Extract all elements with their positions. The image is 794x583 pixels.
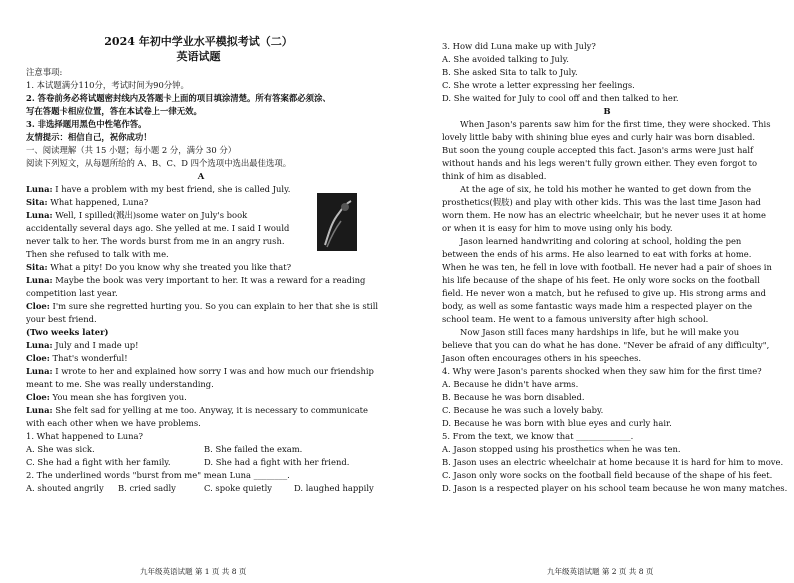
dialogue-line: What happened, Luna? <box>50 197 149 207</box>
dialogue-line: with each other when we have problems. <box>26 418 201 428</box>
option-c[interactable]: C. She had a fight with her family. <box>26 457 171 467</box>
page-footer: 九年级英语试题 第 1 页 共 8 页 <box>140 567 247 576</box>
exam-title: 2024 年初中学业水平模拟考试（二） <box>104 35 293 48</box>
option-d[interactable]: D. Jason is a respected player on his school team because he won many matches. <box>442 483 788 493</box>
time-marker: (Two weeks later) <box>26 327 109 337</box>
speaker: Sita: <box>26 262 48 272</box>
option-a[interactable]: A. shouted angrily <box>26 483 104 493</box>
option-c[interactable]: C. spoke quietly <box>204 483 272 493</box>
dialogue-line: I'm sure she regretted hurting you. So you can explain to her that she is still <box>52 301 379 311</box>
question-2: 2. The underlined words "burst from me" mean Luna ________. <box>26 470 290 480</box>
option-d[interactable]: D. She waited for July to cool off and then talked to her. <box>442 93 679 103</box>
option-d[interactable]: D. She had a fight with her friend. <box>204 457 350 467</box>
option-a[interactable]: A. She avoided talking to July. <box>442 54 569 64</box>
dialogue-line: competition last year. <box>26 288 118 298</box>
speaker: Luna: <box>26 210 53 220</box>
speaker: Cloe: <box>26 392 50 402</box>
option-a[interactable]: A. She was sick. <box>26 444 95 454</box>
question-4: 4. Why were Jason's parents shocked when they saw him for the first time? <box>442 366 762 376</box>
notes-title: 注意事项: <box>26 67 63 77</box>
option-a[interactable]: A. Because he didn't have arms. <box>442 379 579 389</box>
note-item: 写在答题卡相应位置，答在本试卷上一律无效。 <box>26 106 202 116</box>
exam-subtitle: 英语试题 <box>176 50 221 63</box>
dialogue-line: That's wonderful! <box>52 353 128 363</box>
dialogue-line: Then she refused to talk with me. <box>26 249 169 259</box>
passage-paragraph: Jason learned handwriting and coloring at school, holding the pen between the ends of his arms. He also learned to eat with forks at home. When he was ten, he fell in love with football. He never had a pair of shoes in his life because of the shape of his feet. He only wore socks on the football field. He never won a match, but he refused to give up. His strong arms and body, as well as some fantastic ways made him a respected player on the school team. He went to a famous university after high school. <box>442 236 772 324</box>
option-d[interactable]: D. laughed happily <box>294 483 374 493</box>
dialogue-line: never talk to her. The words burst from me in an angry rush. <box>26 236 285 246</box>
dialogue-line: What a pity! Do you know why she treated you like that? <box>50 262 292 272</box>
option-c[interactable]: C. Jason only wore socks on the football field because of the shape of his feet. <box>442 470 773 480</box>
speaker: Luna: <box>26 405 53 415</box>
note-item: 3. 非选择题用黑色中性笔作答。 <box>26 119 147 129</box>
note-item: 1. 本试题满分110分，考试时间为90分钟。 <box>26 80 189 90</box>
dialogue-line: Well, I spilled(溅出)some water on July's book <box>55 210 248 220</box>
option-c[interactable]: C. Because he was such a lovely baby. <box>442 405 604 415</box>
passage-paragraph: Now Jason still faces many hardships in life, but he will make you believe that you can do what he has done. "Never be afraid of any difficulty", Jason often encourages others in his speeches. <box>442 327 770 363</box>
section-heading: 一、阅读理解（共 15 小题；每小题 2 分，满分 30 分） <box>26 145 237 155</box>
dialogue-line: accidentally several days ago. She yelled at me. I said I would <box>26 223 290 233</box>
passage-b-label: B <box>603 106 611 116</box>
option-b[interactable]: B. She failed the exam. <box>204 444 303 454</box>
question-1: 1. What happened to Luna? <box>26 431 144 441</box>
option-b[interactable]: B. Because he was born disabled. <box>442 392 585 402</box>
dialogue-line: meant to me. She was really understanding. <box>26 379 214 389</box>
passage-paragraph: At the age of six, he told his mother he wanted to get down from the prosthetics(假肢) and play with other kids. This was the last time Jason had worn them. He now has an electric wheelchair, but he never uses it at home or when it is easy for him to move using only his body. <box>442 184 767 233</box>
speaker: Cloe: <box>26 301 50 311</box>
instruction: 阅读下列短文，从每题所给的 A、B、C、D 四个选项中选出最佳选项。 <box>26 158 292 168</box>
option-b[interactable]: B. Jason uses an electric wheelchair at home because it is hard for him to move. <box>442 457 784 467</box>
speaker: Sita: <box>26 197 48 207</box>
note-item: 2. 答卷前务必将试题密封线内及答题卡上面的项目填涂清楚。所有答案都必须涂、 <box>26 93 331 103</box>
option-b[interactable]: B. cried sadly <box>118 483 176 493</box>
speaker: Luna: <box>26 275 53 285</box>
speaker: Luna: <box>26 184 53 194</box>
passage-paragraph: When Jason's parents saw him for the first time, they were shocked. This lovely little baby with shining blue eyes and curly hair was born disabled. But soon the young couple accepted this fact. Jason's arms were just half without hands and his legs weren't fully grown either. They even forgot to think of him as disabled. <box>442 119 771 181</box>
dialogue-line: I wrote to her and explained how sorry I was and how much our friendship <box>55 366 374 376</box>
option-b[interactable]: B. She asked Sita to talk to July. <box>442 67 578 77</box>
speaker: Cloe: <box>26 353 50 363</box>
option-d[interactable]: D. Because he was born with blue eyes and curly hair. <box>442 418 672 428</box>
option-a[interactable]: A. Jason stopped using his prosthetics when he was ten. <box>442 444 681 454</box>
right-column <box>397 0 794 583</box>
question-3: 3. How did Luna make up with July? <box>442 41 596 51</box>
dialogue-line: She felt sad for yelling at me too. Anyway, it is necessary to communicate <box>55 405 369 415</box>
dialogue-line: Maybe the book was very important to her. It was a reward for a reading <box>55 275 366 285</box>
dialogue-line: July and I made up! <box>55 340 139 350</box>
passage-a-label: A <box>197 171 205 181</box>
dialogue-line: You mean she has forgiven you. <box>52 392 187 402</box>
page-footer: 九年级英语试题 第 2 页 共 8 页 <box>547 567 654 576</box>
question-5: 5. From the text, we know that _____________. <box>442 431 634 441</box>
story-photo <box>317 193 357 251</box>
speaker: Luna: <box>26 340 53 350</box>
dialogue-line: your best friend. <box>26 314 97 324</box>
speaker: Luna: <box>26 366 53 376</box>
reminder: 友情提示：相信自己，祝你成功！ <box>26 132 152 142</box>
dialogue-line: I have a problem with my best friend, she is called July. <box>55 184 291 194</box>
option-c[interactable]: C. She wrote a letter expressing her feelings. <box>442 80 635 90</box>
